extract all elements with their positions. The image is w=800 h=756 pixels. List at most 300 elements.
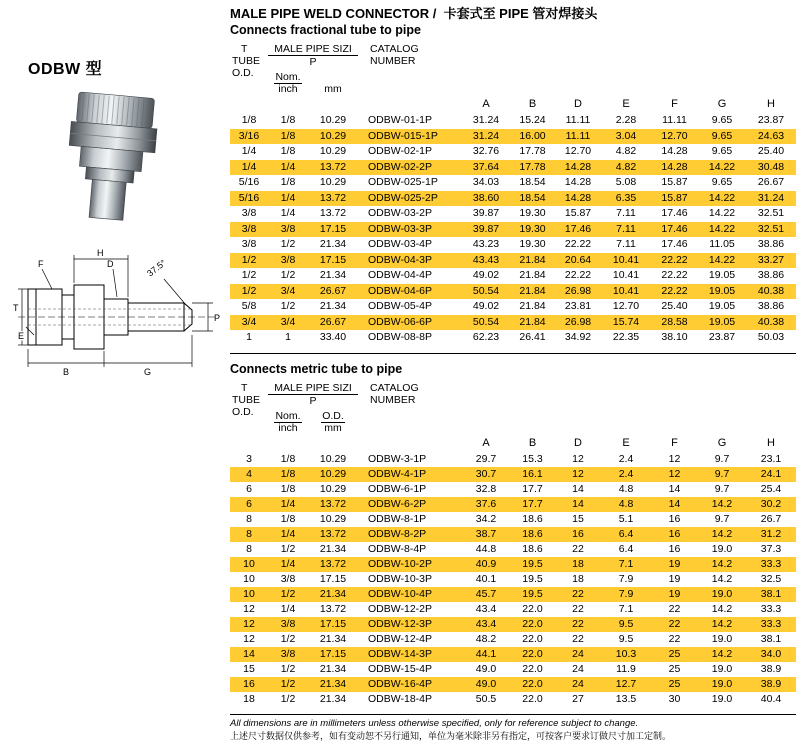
dim-value: 17.78 — [519, 145, 546, 157]
dim-value: 38.9 — [760, 677, 782, 690]
dim-value: 17.15 — [319, 617, 347, 630]
dim-label-t: T — [13, 303, 19, 313]
dim-value: 26.67 — [319, 315, 347, 328]
dim-col-header-e: E — [622, 98, 630, 110]
model-label: ODBW 型 — [28, 61, 103, 78]
dim-value: 14.2 — [711, 572, 733, 585]
table-row — [230, 602, 796, 617]
tube-header-t: T — [241, 381, 248, 394]
dim-value: 14.28 — [564, 160, 592, 173]
nom-label: Nom. — [275, 409, 301, 422]
dim-value: 33.3 — [760, 617, 782, 630]
dim-value: 1/4 — [280, 160, 296, 173]
table-row — [230, 557, 796, 572]
dim-value: 8 — [246, 542, 252, 555]
catalog-number: ODBW-4-1P — [368, 467, 427, 480]
dim-value: 19.0 — [711, 587, 733, 600]
table-row — [230, 191, 796, 207]
table-row — [230, 129, 796, 145]
letters-spacer — [308, 96, 358, 113]
catalog-number: ODBW-03-3P — [368, 222, 433, 235]
dim-col-header-a: A — [482, 98, 490, 110]
catalog-number: ODBW-04-4P — [368, 269, 433, 281]
dim-value: 1/4 — [241, 145, 257, 157]
dim-value: 3/8 — [280, 617, 296, 630]
dim-value: 15.74 — [612, 315, 640, 328]
dim-value: 3/8 — [280, 222, 296, 235]
dim-value: 30.7 — [475, 467, 497, 480]
dim-value: 15 — [572, 512, 584, 525]
dim-value: 16 — [572, 527, 584, 540]
col-header-male-pipe-size — [268, 43, 358, 56]
letters-spacer — [358, 96, 462, 113]
dim-value: 19.30 — [519, 238, 546, 250]
dim-value: 19.0 — [711, 692, 733, 705]
catalog-number: ODBW-10-4P — [368, 587, 433, 600]
catalog-number: ODBW-8-4P — [368, 542, 427, 555]
dim-value: 33.27 — [757, 253, 785, 266]
dim-value: 18 — [572, 572, 584, 585]
dim-value: 18.6 — [522, 542, 543, 555]
dim-value: 22.0 — [522, 602, 543, 615]
dim-col-header-g: G — [717, 436, 727, 449]
dim-value: 14.2 — [711, 527, 733, 540]
dim-col-header-f: F — [671, 98, 678, 110]
dim-value: 13.72 — [319, 602, 347, 615]
dim-value: 13.72 — [319, 497, 347, 510]
dim-value: 30 — [668, 692, 681, 705]
dim-value: 19.0 — [711, 632, 733, 645]
dim-value: 12.70 — [661, 129, 688, 142]
catalog-header-line1: CATALOG — [370, 43, 419, 55]
dim-value: 22 — [572, 542, 584, 555]
catalog-number: ODBW-04-6P — [368, 284, 433, 297]
dim-value: 1/2 — [241, 284, 257, 297]
dim-value: 1/4 — [280, 557, 296, 570]
dim-value: 14 — [572, 497, 584, 510]
dim-value: 23.1 — [760, 452, 782, 465]
catalog-number: ODBW-04-3P — [368, 253, 433, 266]
table-row — [230, 452, 796, 467]
dim-value: 10.29 — [319, 467, 347, 480]
dim-col-header-d: D — [574, 436, 582, 449]
dim-value: 22 — [572, 587, 584, 600]
dim-value: 49.02 — [472, 300, 500, 312]
dim-value: 21.34 — [319, 300, 347, 312]
dim-value: 38.1 — [760, 632, 782, 645]
dim-value: 19.5 — [522, 572, 543, 585]
dim-value: 12 — [572, 467, 584, 480]
dim-value: 21.34 — [319, 662, 347, 675]
dim-value: 14.22 — [708, 160, 736, 173]
dim-value: 45.7 — [475, 587, 497, 600]
dim-value: 31.24 — [757, 191, 785, 204]
dim-letters-row — [230, 435, 796, 452]
dim-value: 38.60 — [472, 191, 500, 204]
dim-value: 50.54 — [472, 284, 500, 297]
dim-value: 10.41 — [612, 253, 640, 266]
dim-value: 9.65 — [711, 129, 733, 142]
tube-header-t: T — [241, 43, 248, 55]
dim-value: 14.2 — [711, 497, 733, 510]
table-row — [230, 113, 796, 129]
dim-col-header-d: D — [574, 98, 582, 110]
dim-value: 21.34 — [319, 632, 347, 645]
footnote-en: All dimensions are in millimeters unless otherwise specified, only for reference subject to change. — [230, 717, 639, 729]
table-row — [230, 677, 796, 692]
dim-label-d: D — [107, 259, 114, 269]
dim-value: 12 — [243, 632, 255, 645]
dim-value: 38.1 — [760, 587, 782, 600]
dim-value: 18.54 — [519, 191, 546, 204]
dim-value: 49.02 — [472, 269, 500, 281]
dim-value: 1/2 — [280, 269, 296, 281]
tube-header-od: O.D. — [232, 67, 254, 79]
dim-value: 16 — [668, 527, 681, 540]
dim-value: 14.22 — [708, 253, 736, 266]
dim-label-f: F — [38, 259, 44, 269]
dim-value: 4.8 — [618, 482, 634, 495]
dim-value: 23.87 — [757, 114, 785, 126]
dim-value: 1/2 — [280, 300, 296, 312]
dim-value: 10.41 — [612, 284, 640, 297]
dim-value: 5.08 — [615, 176, 637, 188]
dim-value: 1/2 — [280, 662, 296, 675]
dim-value: 19.05 — [708, 315, 736, 328]
metric-table-header — [230, 382, 796, 452]
catalog-number: ODBW-12-3P — [368, 617, 433, 630]
dim-value: 14.2 — [711, 617, 733, 630]
dim-value: 11.05 — [709, 238, 735, 250]
dim-value: 16.1 — [522, 467, 543, 480]
dim-value: 14.28 — [661, 145, 688, 157]
dim-value: 25 — [668, 662, 681, 675]
table-row — [230, 237, 796, 253]
dim-value: 17.15 — [319, 222, 347, 235]
dim-value: 19.5 — [522, 587, 543, 600]
dim-value: 10.29 — [319, 176, 347, 188]
footnote-zh: 上述尺寸数据仅供参考，如有变动恕不另行通知，单位为毫米除非另有指定，可按客户要求订做尺寸加工定制。 — [230, 730, 672, 741]
dim-value: 5/16 — [238, 176, 260, 188]
dim-value: 22.0 — [522, 647, 543, 660]
catalog-number: ODBW-6-1P — [368, 482, 427, 495]
dim-value: 8 — [246, 512, 252, 525]
table-row — [230, 144, 796, 160]
dim-value: 31.24 — [472, 129, 500, 142]
catalog-number: ODBW-01-1P — [368, 114, 433, 126]
catalog-number: ODBW-06-6P — [368, 315, 433, 328]
dim-value: 23.81 — [564, 300, 592, 312]
dim-value: 22.0 — [522, 692, 543, 705]
dim-value: 40.4 — [760, 692, 782, 705]
dim-label-b: B — [63, 367, 70, 377]
dim-label-e: E — [18, 331, 25, 341]
dim-value: 13.72 — [319, 191, 347, 204]
dim-value: 18.6 — [522, 512, 543, 525]
dim-value: 1/2 — [280, 238, 296, 250]
inch-label: inch — [278, 83, 298, 95]
dim-value: 1/4 — [280, 602, 296, 615]
dim-value: 17.46 — [661, 207, 688, 219]
dim-value: 14.22 — [708, 207, 736, 219]
table-row — [230, 268, 796, 284]
dim-value: 15.87 — [661, 191, 688, 204]
dim-value: 18 — [572, 557, 584, 570]
dim-value: 19.0 — [711, 662, 733, 675]
dim-value: 27 — [572, 692, 584, 705]
col-header-catalog — [358, 382, 462, 435]
catalog-number: ODBW-02-2P — [368, 160, 433, 173]
dim-value: 19.0 — [711, 677, 733, 690]
dim-value: 8 — [246, 527, 252, 540]
dim-value: 34.2 — [475, 512, 497, 525]
dim-value: 44.8 — [475, 542, 497, 555]
dim-value: 4.82 — [615, 160, 637, 173]
dim-value: 25.4 — [760, 482, 782, 495]
dim-value: 12.70 — [612, 300, 640, 312]
dim-value: 10 — [243, 572, 255, 585]
dim-value: 40.38 — [757, 284, 785, 297]
dim-value: 26.41 — [519, 331, 546, 343]
dim-value: 1/2 — [280, 542, 296, 555]
dim-value: 22.0 — [522, 662, 543, 675]
section2 — [230, 353, 796, 707]
letters-spacer — [358, 435, 462, 452]
col-header-od-mm — [308, 408, 358, 435]
dim-value: 28.58 — [661, 315, 688, 328]
dim-value: 30.48 — [757, 160, 785, 173]
section1-title: Connects fractional tube to pipe — [230, 23, 421, 37]
col-header-nom-inch — [268, 69, 308, 96]
dim-value: 1/8 — [280, 512, 296, 525]
dim-value: 22.22 — [564, 238, 592, 250]
dim-value: 33.40 — [319, 331, 347, 343]
dim-col-header-h: H — [767, 436, 775, 449]
dim-value: 3/8 — [280, 647, 296, 660]
table-row — [230, 284, 796, 300]
dim-value: 17.15 — [319, 253, 347, 266]
dim-value: 7.1 — [618, 602, 634, 615]
dim-value: 11.9 — [616, 662, 636, 675]
dim-value: 9.5 — [618, 617, 634, 630]
dim-value: 37.3 — [760, 542, 782, 555]
dim-value: 33.3 — [760, 557, 782, 570]
dim-value: 38.7 — [475, 527, 497, 540]
dim-value: 21.84 — [519, 284, 546, 297]
dim-value: 17.15 — [319, 647, 347, 660]
dim-value: 12 — [243, 602, 255, 615]
footnote — [230, 714, 796, 742]
dim-value: 15.87 — [661, 176, 688, 188]
catalog-number: ODBW-10-3P — [368, 572, 433, 585]
main-content — [230, 6, 796, 742]
dim-value: 1/4 — [280, 497, 296, 510]
tube-header-tube: TUBE — [232, 55, 261, 67]
tube-header-tube: TUBE — [232, 393, 261, 406]
dim-value: 15.87 — [564, 207, 592, 219]
dim-value: 32.51 — [757, 222, 785, 235]
col-header-tube-od — [230, 43, 268, 113]
dim-value: 31.2 — [760, 527, 782, 540]
dim-value: 15.24 — [519, 114, 546, 126]
dim-value: 15.3 — [522, 452, 543, 465]
left-column — [12, 56, 226, 386]
col-header-p: P — [309, 394, 317, 407]
dim-value: 62.23 — [472, 331, 500, 343]
dim-value: 3/4 — [280, 315, 296, 328]
dim-value: 32.5 — [760, 572, 782, 585]
dim-value: 49.0 — [475, 662, 497, 675]
dim-value: 26.7 — [760, 512, 782, 525]
dim-value: 11.11 — [565, 129, 591, 142]
metric-table — [230, 382, 796, 707]
dim-label-h: H — [97, 248, 104, 258]
dim-value: 1/2 — [280, 587, 296, 600]
dim-value: 32.8 — [475, 482, 497, 495]
dim-value: 21.84 — [519, 300, 546, 312]
dim-value: 22.22 — [661, 284, 688, 297]
dim-value: 34.92 — [564, 331, 592, 343]
table-row — [230, 587, 796, 602]
dim-value: 22.0 — [522, 617, 543, 630]
dim-value: 12.70 — [564, 145, 592, 157]
product-photo — [16, 91, 206, 229]
dim-value: 22.0 — [522, 677, 543, 690]
letters-spacer — [268, 435, 308, 452]
fractional-table-body — [230, 113, 796, 346]
dim-value: 12 — [572, 452, 584, 465]
fractional-table-header — [230, 43, 796, 113]
table-row — [230, 497, 796, 512]
col-header-male-pipe-size — [268, 382, 358, 395]
dim-value: 50.03 — [757, 331, 785, 343]
section2-title: Connects metric tube to pipe — [230, 361, 403, 376]
dim-value: 1/2 — [280, 677, 296, 690]
dim-value: 22 — [668, 602, 681, 615]
dim-value: 7.11 — [616, 238, 636, 250]
technical-diagram-image — [12, 243, 224, 381]
dim-value: 21.34 — [319, 238, 347, 250]
dim-value: 15 — [243, 662, 255, 675]
angle-label: 37.5° — [145, 257, 168, 279]
dim-value: 44.1 — [475, 647, 497, 660]
dim-col-header-b: B — [528, 436, 537, 449]
fractional-table — [230, 43, 796, 346]
dim-value: 9.65 — [711, 114, 733, 126]
dim-value: 31.24 — [472, 114, 500, 126]
fitting-body — [63, 92, 159, 223]
dim-value: 25 — [668, 677, 681, 690]
table-row — [230, 482, 796, 497]
male-pipe-size-label: MALE PIPE SIZI — [274, 43, 352, 55]
dim-value: 14.28 — [564, 176, 592, 188]
dim-value: 2.4 — [618, 467, 634, 480]
dim-value: 17.46 — [661, 222, 688, 235]
dim-value: 21.34 — [319, 542, 347, 555]
dim-value: 9.7 — [714, 467, 730, 480]
inch-label: inch — [278, 421, 298, 434]
dim-value: 14.28 — [661, 160, 688, 173]
dim-value: 17.78 — [519, 160, 546, 173]
dim-col-header-e: E — [622, 436, 630, 449]
dim-value: 13.72 — [319, 207, 347, 219]
dim-value: 14.2 — [711, 557, 733, 570]
dim-value: 1 — [246, 331, 252, 343]
dim-value: 4 — [246, 467, 252, 480]
catalog-header-line2: NUMBER — [370, 393, 416, 406]
dimension-labels — [13, 248, 220, 377]
dim-value: 14.22 — [708, 191, 736, 204]
dim-value: 1/8 — [280, 145, 296, 157]
dim-value: 16 — [668, 512, 681, 525]
catalog-header-line2: NUMBER — [370, 55, 416, 67]
dim-value: 12.7 — [615, 677, 637, 690]
dim-value: 24 — [572, 677, 584, 690]
dim-value: 19.05 — [708, 300, 736, 312]
table-row — [230, 647, 796, 662]
catalog-number: ODBW-15-4P — [368, 662, 433, 675]
dim-value: 9.7 — [714, 452, 730, 465]
dim-value: 7.9 — [618, 587, 634, 600]
catalog-number: ODBW-6-2P — [368, 497, 427, 510]
header-spacer — [462, 382, 796, 435]
page-title-zh: 卡套式至 PIPE 管对焊接头 — [443, 6, 598, 21]
dim-value: 21.84 — [519, 315, 546, 328]
dim-letters-row — [230, 96, 796, 113]
dim-value: 9.65 — [711, 145, 733, 157]
dim-value: 9.7 — [714, 512, 730, 525]
dim-value: 17.7 — [522, 482, 543, 495]
dim-value: 18 — [243, 692, 255, 705]
catalog-number: ODBW-08-8P — [368, 331, 433, 343]
dim-value: 12 — [668, 452, 681, 465]
dim-value: 39.87 — [472, 207, 500, 219]
dim-value: 4.8 — [618, 497, 634, 510]
dim-value: 11.11 — [565, 114, 591, 126]
table-row — [230, 175, 796, 191]
dim-value: 7.1 — [618, 557, 634, 570]
dim-value: 3 — [246, 452, 252, 465]
table-row — [230, 206, 796, 222]
catalog-number: ODBW-3-1P — [368, 452, 427, 465]
catalog-number: ODBW-8-2P — [368, 527, 427, 540]
dim-value: 13.72 — [319, 160, 347, 173]
dim-value: 3/16 — [238, 129, 260, 142]
dim-col-header-g: G — [717, 98, 727, 110]
technical-diagram — [12, 243, 226, 386]
dim-value: 40.1 — [475, 572, 497, 585]
dim-value: 5/16 — [238, 191, 260, 204]
mm-label: mm — [324, 421, 342, 434]
catalog-number: ODBW-03-2P — [368, 207, 433, 219]
dim-value: 14.2 — [711, 647, 733, 660]
dim-value: 26.67 — [757, 176, 785, 188]
dim-value: 1/8 — [280, 114, 296, 126]
dim-value: 19.05 — [708, 284, 736, 297]
dim-value: 14.28 — [564, 191, 592, 204]
dim-value: 17.15 — [319, 572, 347, 585]
dim-value: 23.87 — [708, 331, 736, 343]
dim-value: 6 — [246, 482, 252, 495]
dim-value: 14 — [668, 482, 681, 495]
dim-value: 24.63 — [757, 129, 785, 142]
catalog-number: ODBW-025-2P — [368, 191, 438, 204]
col-header-mm — [308, 69, 358, 96]
catalog-number: ODBW-12-2P — [368, 602, 433, 615]
dim-value: 24.1 — [760, 467, 782, 480]
dim-value: 22.22 — [661, 253, 688, 266]
dim-value: 19.30 — [519, 207, 546, 219]
